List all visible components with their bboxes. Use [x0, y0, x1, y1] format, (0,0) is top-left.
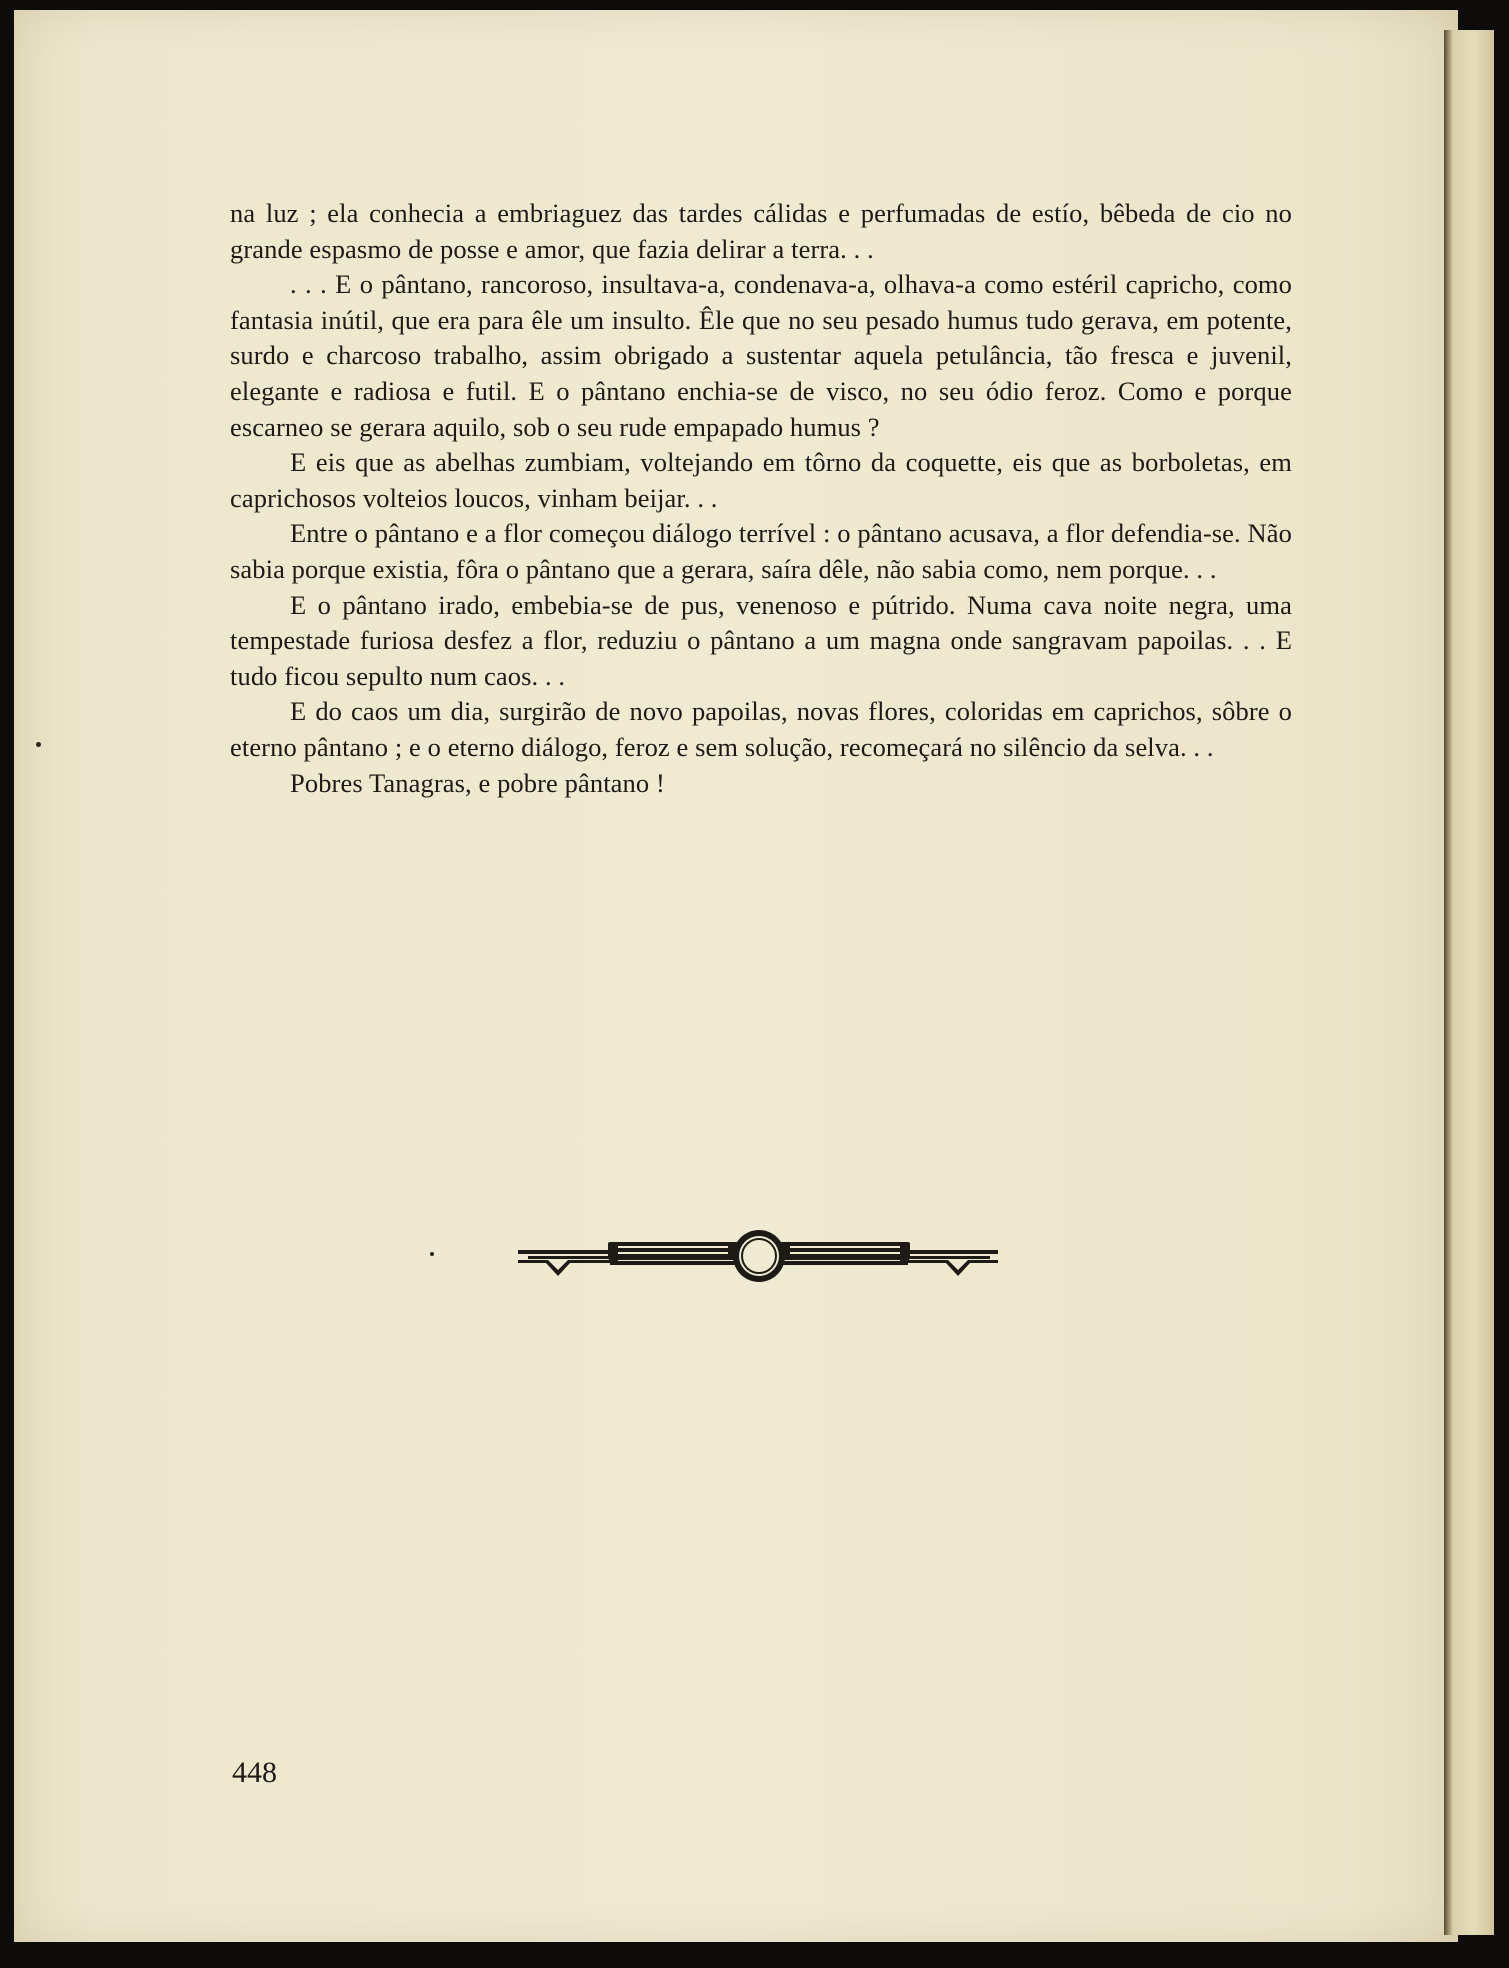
paragraph-6: E do caos um dia, surgirão de novo papoilas, novas flores, coloridas em caprichos, sôbre o eterno pântano ; e o eterno diálogo, feroz e sem solução, recomeçará no silêncio da selva. . . [230, 696, 1292, 762]
paragraph-1: na luz ; ela conhecia a embriaguez das tardes cálidas e perfumadas de estío, bêbeda de cio no grande espasmo de posse e amor, que fazia delirar a terra. . . [230, 198, 1292, 264]
dust-speck [430, 1252, 434, 1256]
paragraph-3: E eis que as abelhas zumbiam, voltejando em tôrno da coquette, eis que as borboletas, em caprichosos volteios loucos, vinham beijar. . . [230, 447, 1292, 513]
dust-speck [36, 742, 41, 747]
body-text [230, 196, 1292, 801]
vignette-ornament-icon [518, 1228, 998, 1284]
next-page-edge [1444, 30, 1494, 1935]
paragraph-7: Pobres Tanagras, e pobre pântano ! [290, 767, 665, 798]
paragraph-4: Entre o pântano e a flor começou diálogo terrível : o pântano acusava, a flor defendia-se. Não sabia porque existia, fôra o pântano que a gerara, saíra dêle, não sabia como, nem porque. . . [230, 518, 1292, 584]
page-number: 448 [232, 1756, 277, 1789]
paragraph-2: . . . E o pântano, rancoroso, insultava-a, condenava-a, olhava-a como estéril capricho, como fantasia inútil, que era para êle um insulto. Êle que no seu pesado humus tudo gerava, em potente, surdo e charcoso trabalho, assim obrigado a sustentar aquela petulância, tão fresca e juvenil, elegante e radiosa e futil. E o pântano enchia-se de visco, no seu ódio feroz. Como e porque escarneo se gerara aquilo, sob o seu rude empapado humus ? [230, 269, 1292, 442]
paragraph-5: E o pântano irado, embebia-se de pus, venenoso e pútrido. Numa cava noite negra, uma tempestade furiosa desfez a flor, reduziu o pântano a um magna onde sangravam papoilas. . . E tudo ficou sepulto num caos. . . [230, 589, 1292, 691]
